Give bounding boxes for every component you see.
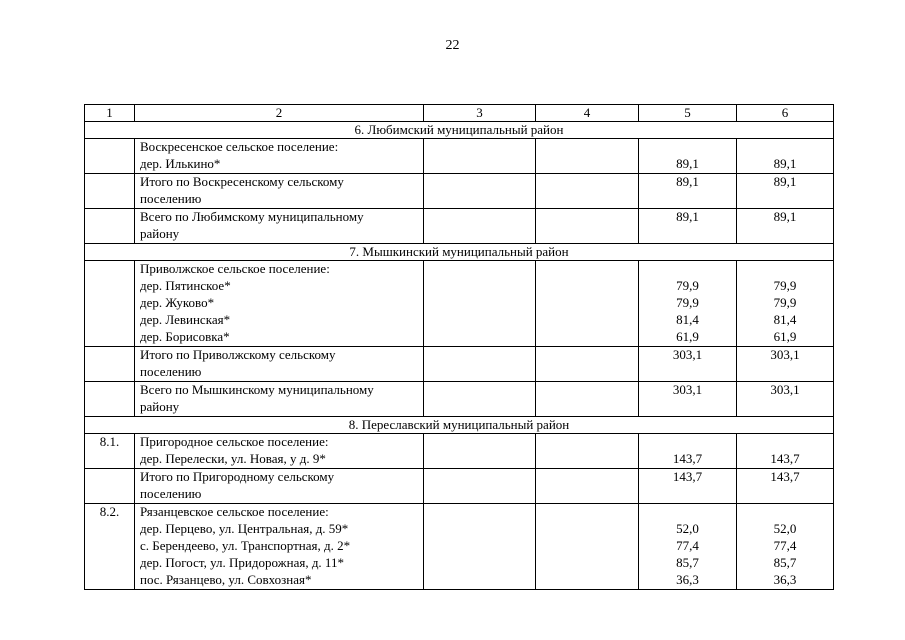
column-4-cell xyxy=(536,174,639,209)
row-number xyxy=(85,209,135,244)
column-5-values xyxy=(639,209,737,244)
column-4-cell xyxy=(536,434,639,469)
value xyxy=(644,261,731,278)
value: 36,3 xyxy=(773,572,797,587)
column-5-values xyxy=(639,261,737,347)
row-description xyxy=(135,139,424,174)
value: 77,4 xyxy=(773,538,797,553)
data-table xyxy=(84,104,834,590)
value xyxy=(742,504,828,521)
table-row xyxy=(85,174,834,209)
value xyxy=(742,139,828,156)
value: 52,0 xyxy=(773,521,797,536)
value: 61,9 xyxy=(773,329,797,344)
table-row xyxy=(85,209,834,244)
section-header-row xyxy=(85,122,834,139)
column-number: 4 xyxy=(536,105,639,122)
value: 89,1 xyxy=(676,209,699,224)
section-title: 6. Любимский муниципальный район xyxy=(85,122,834,139)
column-number: 6 xyxy=(737,105,834,122)
column-6-values xyxy=(737,504,834,590)
column-3-cell xyxy=(424,139,536,174)
table-row xyxy=(85,382,834,417)
column-5-values xyxy=(639,174,737,209)
row-description xyxy=(135,261,424,347)
value: 81,4 xyxy=(773,312,797,327)
description-line: поселению xyxy=(140,191,202,206)
column-6-values xyxy=(737,261,834,347)
description-line: дер. Перелески, ул. Новая, у д. 9* xyxy=(140,451,326,466)
row-number xyxy=(85,174,135,209)
description-line: с. Берендеево, ул. Транспортная, д. 2* xyxy=(140,538,351,553)
description-line: дер. Борисовка* xyxy=(140,329,230,344)
description-line: Итого по Приволжскому сельскому xyxy=(140,347,336,362)
section-title: 7. Мышкинский муниципальный район xyxy=(85,244,834,261)
row-description xyxy=(135,209,424,244)
section-header-row xyxy=(85,417,834,434)
column-6-values xyxy=(737,469,834,504)
row-description xyxy=(135,469,424,504)
row-number xyxy=(85,469,135,504)
column-5-values xyxy=(639,469,737,504)
column-number: 1 xyxy=(85,105,135,122)
value: 61,9 xyxy=(676,329,699,344)
table-row xyxy=(85,139,834,174)
row-description xyxy=(135,174,424,209)
table-row xyxy=(85,434,834,469)
value xyxy=(742,434,828,451)
description-line: Воскресенское сельское поселение: xyxy=(140,139,339,154)
value: 79,9 xyxy=(773,278,797,293)
value: 89,1 xyxy=(676,156,699,171)
row-number: 8.2. xyxy=(85,504,135,590)
column-6-values xyxy=(737,174,834,209)
page-number: 22 xyxy=(445,38,460,53)
column-4-cell xyxy=(536,139,639,174)
description-line: Пригородное сельское поселение: xyxy=(140,434,329,449)
column-6-values xyxy=(737,139,834,174)
value: 143,7 xyxy=(672,469,703,484)
description-line: дер. Левинская* xyxy=(140,312,231,327)
table-row xyxy=(85,469,834,504)
description-line: Итого по Воскресенскому сельскому xyxy=(140,174,344,189)
column-5-values xyxy=(639,504,737,590)
column-number: 5 xyxy=(639,105,737,122)
table-row xyxy=(85,504,834,590)
column-5-values xyxy=(639,382,737,417)
column-4-cell xyxy=(536,504,639,590)
column-3-cell xyxy=(424,174,536,209)
value: 81,4 xyxy=(676,312,699,327)
column-3-cell xyxy=(424,261,536,347)
value: 79,9 xyxy=(773,295,797,310)
value: 77,4 xyxy=(676,538,699,553)
value: 143,7 xyxy=(770,469,800,484)
description-line: району xyxy=(140,226,180,241)
column-3-cell xyxy=(424,209,536,244)
description-line: Всего по Мышкинскому муниципальному xyxy=(140,382,374,397)
value: 89,1 xyxy=(773,156,797,171)
description-line: дер. Погост, ул. Придорожная, д. 11* xyxy=(140,555,344,570)
description-line: дер. Перцево, ул. Центральная, д. 59* xyxy=(140,521,349,536)
value: 85,7 xyxy=(773,555,797,570)
column-6-values xyxy=(737,209,834,244)
description-line: дер. Илькино* xyxy=(140,156,221,171)
column-6-values xyxy=(737,434,834,469)
column-5-values xyxy=(639,139,737,174)
row-description xyxy=(135,434,424,469)
value: 85,7 xyxy=(676,555,699,570)
column-3-cell xyxy=(424,382,536,417)
value: 89,1 xyxy=(773,209,797,224)
column-4-cell xyxy=(536,347,639,382)
table-row xyxy=(85,347,834,382)
description-line: району xyxy=(140,399,180,414)
value: 79,9 xyxy=(676,295,699,310)
section-title: 8. Переславский муниципальный район xyxy=(85,417,834,434)
column-4-cell xyxy=(536,382,639,417)
column-6-values xyxy=(737,347,834,382)
description-line: Итого по Пригородному сельскому xyxy=(140,469,335,484)
column-5-values xyxy=(639,434,737,469)
value: 143,7 xyxy=(770,451,800,466)
column-5-values xyxy=(639,347,737,382)
column-3-cell xyxy=(424,504,536,590)
value: 89,1 xyxy=(676,174,699,189)
row-number xyxy=(85,261,135,347)
value xyxy=(644,139,731,156)
value: 143,7 xyxy=(672,451,703,466)
row-description xyxy=(135,504,424,590)
value xyxy=(742,261,828,278)
row-number xyxy=(85,347,135,382)
value: 36,3 xyxy=(676,572,699,587)
column-6-values xyxy=(737,382,834,417)
value: 303,1 xyxy=(770,382,800,397)
column-4-cell xyxy=(536,261,639,347)
description-line: поселению xyxy=(140,486,202,501)
description-line: Приволжское сельское поселение: xyxy=(140,261,330,276)
description-line: поселению xyxy=(140,364,202,379)
row-description xyxy=(135,382,424,417)
description-line: Рязанцевское сельское поселение: xyxy=(140,504,329,519)
column-4-cell xyxy=(536,209,639,244)
value: 79,9 xyxy=(676,278,699,293)
column-3-cell xyxy=(424,469,536,504)
column-number: 3 xyxy=(424,105,536,122)
value: 303,1 xyxy=(672,382,703,397)
column-number-row xyxy=(85,105,834,122)
row-number xyxy=(85,382,135,417)
value: 303,1 xyxy=(770,347,800,362)
value: 89,1 xyxy=(773,174,797,189)
column-3-cell xyxy=(424,347,536,382)
row-number: 8.1. xyxy=(85,434,135,469)
row-number xyxy=(85,139,135,174)
value xyxy=(644,434,731,451)
description-line: дер. Пятинское* xyxy=(140,278,231,293)
column-4-cell xyxy=(536,469,639,504)
column-3-cell xyxy=(424,434,536,469)
description-line: Всего по Любимскому муниципальному xyxy=(140,209,364,224)
value: 303,1 xyxy=(672,347,703,362)
row-description xyxy=(135,347,424,382)
column-number: 2 xyxy=(135,105,424,122)
value xyxy=(644,504,731,521)
description-line: дер. Жуково* xyxy=(140,295,215,310)
table-row xyxy=(85,261,834,347)
value: 52,0 xyxy=(676,521,699,536)
section-header-row xyxy=(85,244,834,261)
description-line: пос. Рязанцево, ул. Совхозная* xyxy=(140,572,312,587)
